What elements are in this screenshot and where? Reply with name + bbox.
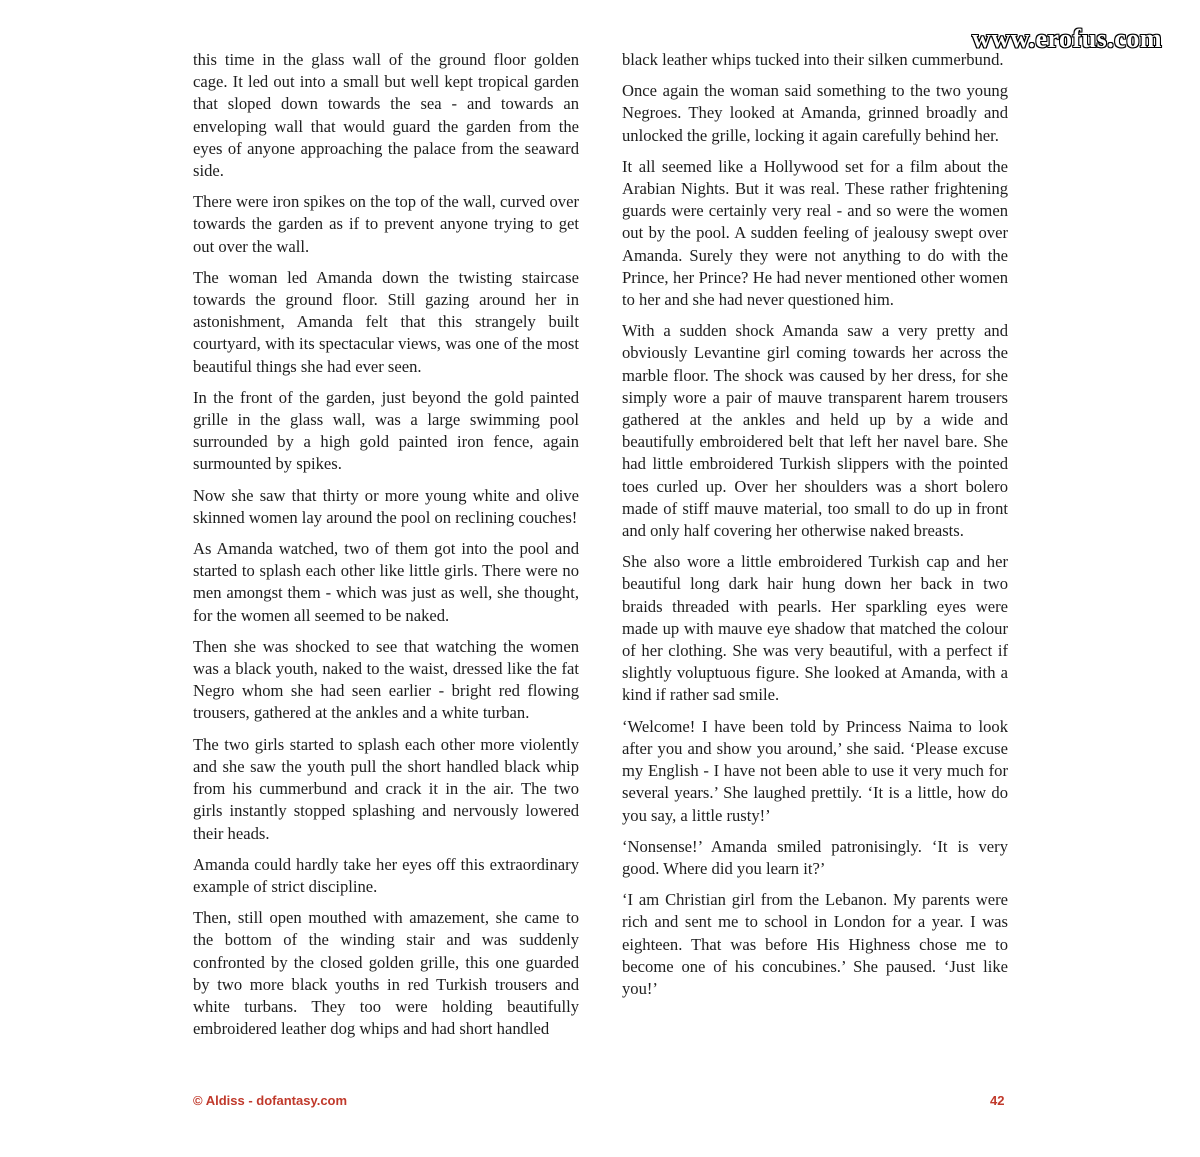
watermark: www.erofus.com [972, 24, 1162, 53]
paragraph: ‘Welcome! I have been told by Princess Naima to look after you and show you around,’ she said. ‘Please excuse my English - I have not been able to use it very much for several years.’ She laughed prettily. ‘It is a little, how do you say, a little rusty!’ [622, 716, 1008, 825]
page-number: 42 [990, 1093, 1005, 1108]
paragraph: Amanda could hardly take her eyes off this extraordinary example of strict discipline. [193, 854, 579, 896]
paragraph: Then, still open mouthed with amazement, she came to the bottom of the winding stair and was suddenly confronted by the closed golden grille, this one guarded by two more black youths in red Turkish trousers and white turbans. They too were holding beautifully embroidered leather dog whips and had short handled [193, 908, 579, 1039]
paragraph: Now she saw that thirty or more young white and olive skinned women lay around the pool on reclining couches! [193, 485, 579, 527]
copyright-footer: © Aldiss - dofantasy.com [193, 1093, 348, 1108]
paragraph: Then she was shocked to see that watching the women was a black youth, naked to the waist, dressed like the fat Negro whom she had seen earlier - bright red flowing trousers, gathered at the ankles and a white turban. [193, 636, 579, 723]
paragraph: Once again the woman said something to the two young Negroes. They looked at Amanda, grinned broadly and unlocked the grille, locking it again carefully behind her. [622, 81, 1008, 145]
paragraph: ‘I am Christian girl from the Lebanon. My parents were rich and sent me to school in London for a year. I was eighteen. That was before His Highness chose me to become one of his concubines.’ She paused. ‘Just like you!’ [622, 890, 1008, 998]
paragraph: The two girls started to splash each other more violently and she saw the youth pull the short handled black whip from his cummerbund and crack it in the air. The two girls instantly stopped splashing and nervously lowered their heads. [193, 734, 579, 843]
paragraph: black leather whips tucked into their silken cummerbund. [622, 50, 1004, 69]
paragraph: ‘Nonsense!’ Amanda smiled patronisingly. ‘It is very good. Where did you learn it?’ [622, 836, 1008, 878]
paragraph: There were iron spikes on the top of the wall, curved over towards the garden as if to prevent anyone trying to get out over the wall. [193, 192, 579, 256]
paragraph: With a sudden shock Amanda saw a very pretty and obviously Levantine girl coming towards her across the marble floor. The shock was caused by her dress, for she simply wore a pair of mauve transparent harem trousers gathered at the ankles and held up by a wide and beautifully embroidered belt that left her navel bare. She had little embroidered Turkish slippers with the pointed toes curled up. Over her shoulders was a short bolero made of stiff mauve material, too small to do up in front and only half covering her otherwise naked breasts. [622, 321, 1008, 541]
paragraph: As Amanda watched, two of them got into the pool and started to splash each other like little girls. There were no men amongst them - which was just as well, she thought, for the women all seemed to be naked. [193, 539, 579, 625]
left-column [193, 49, 579, 1049]
right-column [622, 49, 1008, 1009]
paragraph: this time in the glass wall of the ground floor golden cage. It led out into a small but well kept tropical garden that sloped down towards the sea - and towards an enveloping wall that would guard the garden from the eyes of anyone approaching the palace from the seaward side. [193, 50, 579, 181]
paragraph: It all seemed like a Hollywood set for a film about the Arabian Nights. But it was real. These rather frightening guards were certainly very real - and so were the women out by the pool. A sudden feeling of jealousy swept over Amanda. Surely they were not anything to do with the Prince, her Prince? He had never mentioned other women to her and she had never questioned him. [622, 156, 1008, 310]
paragraph: The woman led Amanda down the twisting staircase towards the ground floor. Still gazing around her in astonishment, Amanda felt that this strangely built courtyard, with its spectacular views, was one of the most beautiful things she had ever seen. [193, 267, 579, 376]
paragraph: She also wore a little embroidered Turkish cap and her beautiful long dark hair hung down her back in two braids threaded with pearls. Her sparkling eyes were made up with mauve eye shadow that matched the colour of her clothing. She was very beautiful, with a perfect if slightly voluptuous figure. She looked at Amanda, with a kind if rather sad smile. [622, 552, 1008, 705]
paragraph: In the front of the garden, just beyond the gold painted grille in the glass wall, was a large swimming pool surrounded by a high gold painted iron fence, again surmounted by spikes. [193, 387, 579, 474]
